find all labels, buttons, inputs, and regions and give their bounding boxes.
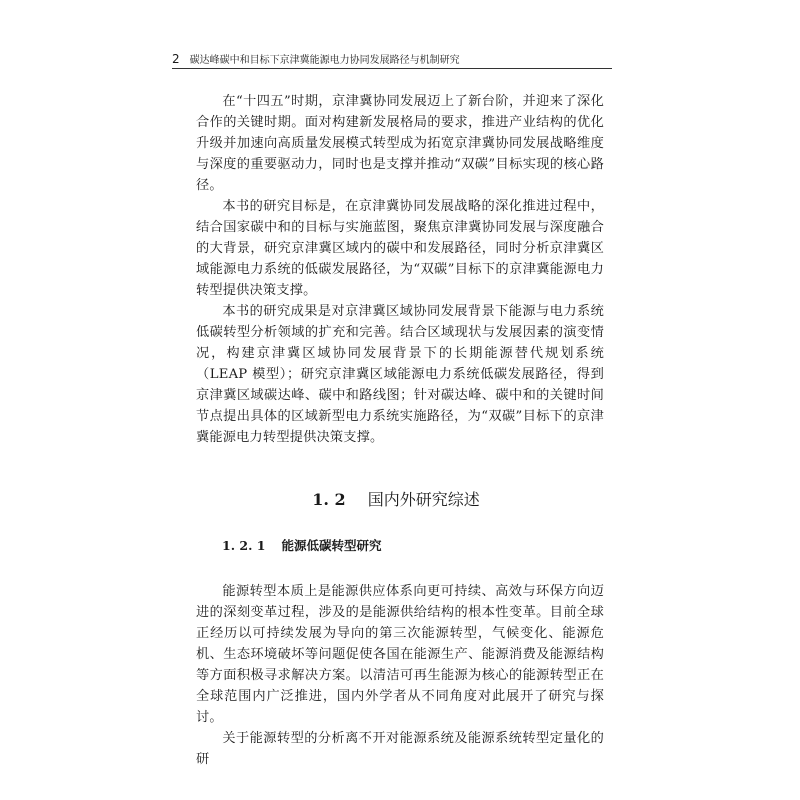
intro-paragraph-1: 在“十四五”时期，京津冀协同发展迈上了新台阶，并迎来了深化合作的关键时期。面对构建新发展格局的要求，推进产业结构的优化升级并加速向高质量发展模式转型成为拓宽京津冀协同发展战略维度与深度的重要驱动力，同时也是支撑并推动“双碳”目标实现的核心路径。 bbox=[196, 94, 604, 193]
body-paragraph-2: 关于能源转型的分析离不开对能源系统及能源系统转型定量化的研 bbox=[196, 731, 604, 767]
section-number: 1. 2 bbox=[312, 490, 346, 509]
page-content bbox=[196, 91, 604, 770]
subsection-number: 1. 2. 1 bbox=[222, 538, 266, 553]
subsection-heading bbox=[196, 535, 604, 557]
intro-paragraph-2: 本书的研究目标是，在京津冀协同发展战略的深化推进过程中，结合国家碳中和的目标与实施蓝图，聚焦京津冀协同发展与深度融合的大背景，研究京津冀区域内的碳中和发展路径，同时分析京津冀区域能源电力系统的低碳发展路径，为“双碳”目标下的京津冀能源电力转型提供决策支撑。 bbox=[196, 199, 604, 298]
subsection-title: 能源低碳转型研究 bbox=[281, 538, 382, 553]
section-heading bbox=[196, 485, 604, 515]
running-title: 碳达峰碳中和目标下京津冀能源电力协同发展路径与机制研究 bbox=[189, 55, 460, 66]
intro-paragraph-3: 本书的研究成果是对京津冀区域协同发展背景下能源与电力系统低碳转型分析领域的扩充和完善。结合区域现状与发展因素的演变情况，构建京津冀区域协同发展背景下的长期能源替代规划系统（LEAP 模型）；研究京津冀区域能源电力系统低碳发展路径，得到京津冀区域碳达峰、碳中和路线图；针对碳达峰、碳中和的关键时间节点提出具体的区域新型电力系统实施路径，为“双碳”目标下的京津冀能源电力转型提供决策支撑。 bbox=[196, 304, 604, 445]
body-paragraph-1: 能源转型本质上是能源供应体系向更可持续、高效与环保方向迈进的深刻变革过程，涉及的是能源供给结构的根本性变革。目前全球正经历以可持续发展为导向的第三次能源转型，气候变化、能源危机、生态环境破坏等问题促使各国在能源生产、能源消费及能源结构等方面积极寻求解决方案。以清洁可再生能源为核心的能源转型正在全球范围内广泛推进，国内外学者从不同角度对此展开了研究与探讨。 bbox=[196, 584, 604, 725]
running-header bbox=[172, 51, 612, 67]
header-rule bbox=[172, 68, 612, 69]
page-number: 2 bbox=[172, 52, 180, 66]
section-title: 国内外研究综述 bbox=[367, 490, 480, 509]
